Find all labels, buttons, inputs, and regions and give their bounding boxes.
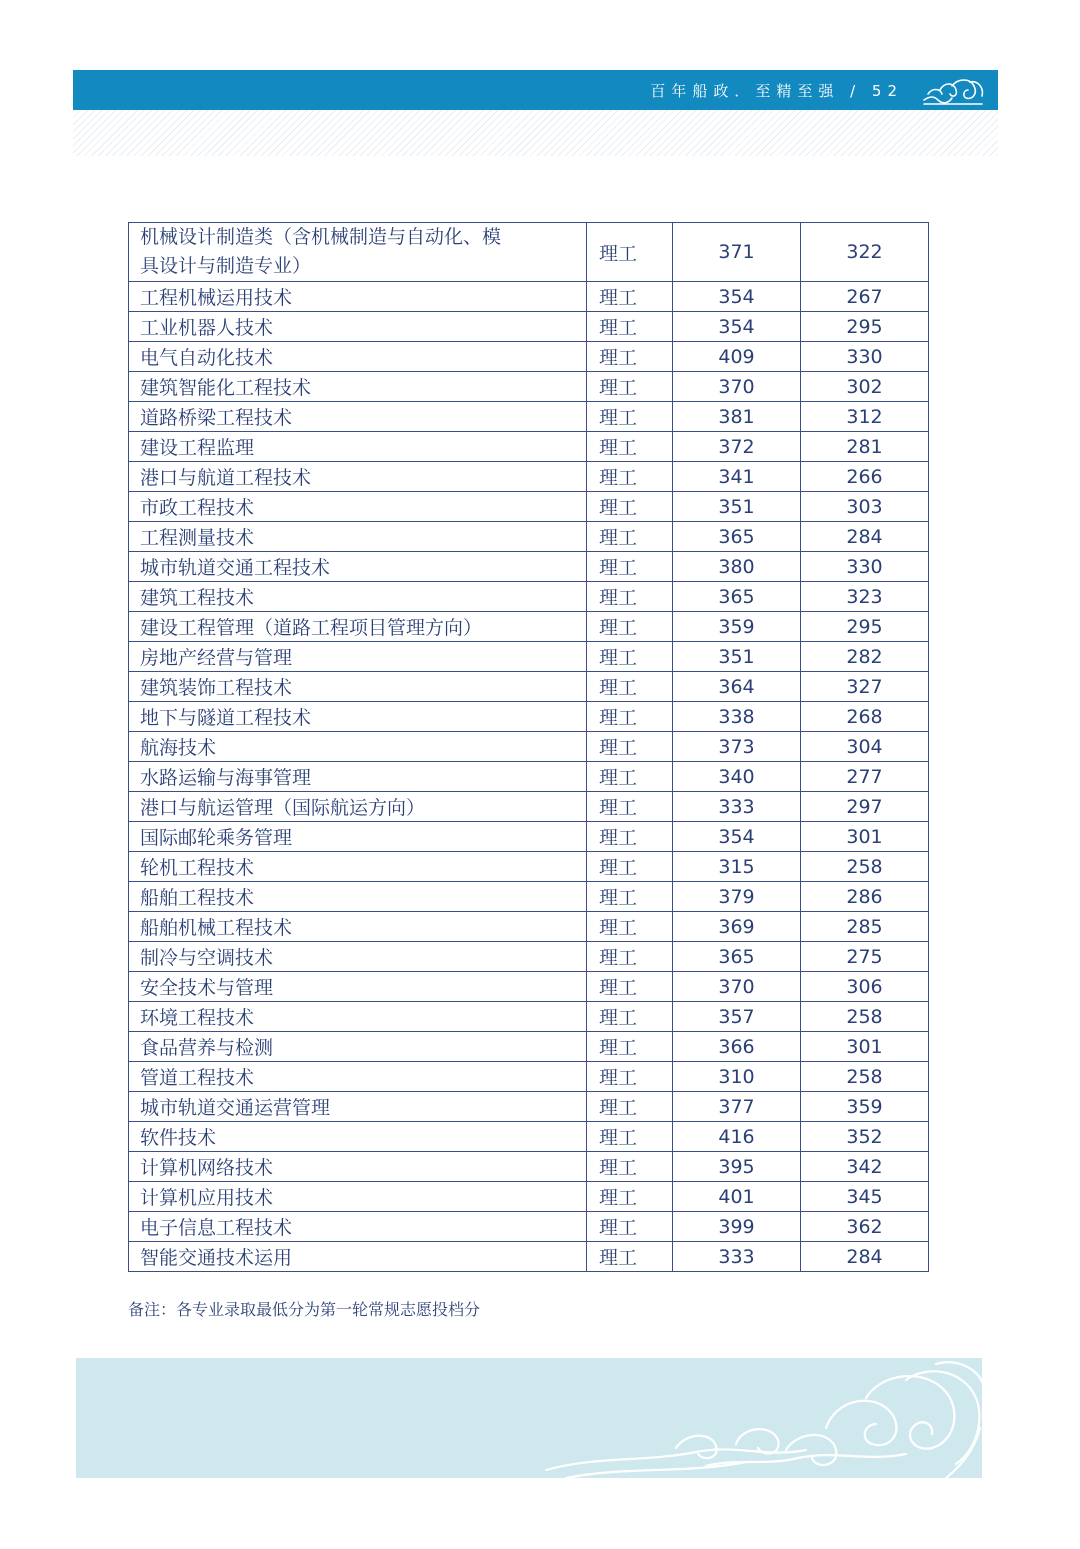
score-b-cell: 284 (801, 1242, 929, 1272)
score-b-cell: 330 (801, 552, 929, 582)
category-cell: 理工 (587, 672, 673, 702)
table-row (129, 492, 929, 522)
major-cell: 水路运输与海事管理 (129, 762, 587, 792)
score-b-cell: 303 (801, 492, 929, 522)
score-b-cell: 301 (801, 1032, 929, 1062)
score-a-cell: 371 (673, 223, 801, 282)
score-b-cell: 295 (801, 312, 929, 342)
score-a-cell: 364 (673, 672, 801, 702)
table-row (129, 792, 929, 822)
category-cell: 理工 (587, 762, 673, 792)
table-row (129, 1002, 929, 1032)
major-cell: 道路桥梁工程技术 (129, 402, 587, 432)
wave-icon (922, 76, 984, 106)
table-row (129, 702, 929, 732)
table-row (129, 1032, 929, 1062)
major-cell: 工程测量技术 (129, 522, 587, 552)
score-b-cell: 312 (801, 402, 929, 432)
category-cell: 理工 (587, 282, 673, 312)
score-a-cell: 379 (673, 882, 801, 912)
score-b-cell: 304 (801, 732, 929, 762)
major-cell: 工程机械运用技术 (129, 282, 587, 312)
major-cell: 管道工程技术 (129, 1062, 587, 1092)
score-b-cell: 277 (801, 762, 929, 792)
category-cell: 理工 (587, 1242, 673, 1272)
category-cell: 理工 (587, 462, 673, 492)
major-cell: 航海技术 (129, 732, 587, 762)
score-a-cell: 310 (673, 1062, 801, 1092)
major-cell: 建设工程管理（道路工程项目管理方向） (129, 612, 587, 642)
category-cell: 理工 (587, 882, 673, 912)
header-bar (73, 70, 998, 110)
category-cell: 理工 (587, 1002, 673, 1032)
score-a-cell: 377 (673, 1092, 801, 1122)
score-a-cell: 381 (673, 402, 801, 432)
score-b-cell: 297 (801, 792, 929, 822)
table-row (129, 822, 929, 852)
major-cell: 轮机工程技术 (129, 852, 587, 882)
category-cell: 理工 (587, 582, 673, 612)
table-row (129, 732, 929, 762)
score-a-cell: 354 (673, 312, 801, 342)
table-row (129, 462, 929, 492)
table-row (129, 1062, 929, 1092)
table-row (129, 762, 929, 792)
major-cell: 建筑工程技术 (129, 582, 587, 612)
score-a-cell: 369 (673, 912, 801, 942)
score-b-cell: 302 (801, 372, 929, 402)
major-cell: 软件技术 (129, 1122, 587, 1152)
category-cell: 理工 (587, 223, 673, 282)
major-cell: 船舶工程技术 (129, 882, 587, 912)
table-row (129, 882, 929, 912)
major-cell: 建筑智能化工程技术 (129, 372, 587, 402)
category-cell: 理工 (587, 522, 673, 552)
score-a-cell: 351 (673, 642, 801, 672)
score-b-cell: 282 (801, 642, 929, 672)
table-row (129, 582, 929, 612)
major-cell: 船舶机械工程技术 (129, 912, 587, 942)
score-b-cell: 275 (801, 942, 929, 972)
admission-score-table (128, 222, 929, 1272)
score-a-cell: 354 (673, 822, 801, 852)
score-a-cell: 395 (673, 1152, 801, 1182)
table-row (129, 1242, 929, 1272)
table-row (129, 612, 929, 642)
score-b-cell: 352 (801, 1122, 929, 1152)
major-cell: 港口与航运管理（国际航运方向） (129, 792, 587, 822)
category-cell: 理工 (587, 972, 673, 1002)
category-cell: 理工 (587, 852, 673, 882)
category-cell: 理工 (587, 732, 673, 762)
major-cell: 计算机应用技术 (129, 1182, 587, 1212)
score-b-cell: 258 (801, 1062, 929, 1092)
category-cell: 理工 (587, 1062, 673, 1092)
wave-decoration (536, 1358, 982, 1478)
score-b-cell: 286 (801, 882, 929, 912)
header-title: 百年船政．至精至强 / 52 (650, 82, 903, 100)
table-row (129, 552, 929, 582)
category-cell: 理工 (587, 1092, 673, 1122)
score-a-cell: 359 (673, 612, 801, 642)
score-a-cell: 357 (673, 1002, 801, 1032)
major-cell: 房地产经营与管理 (129, 642, 587, 672)
category-cell: 理工 (587, 312, 673, 342)
score-b-cell: 285 (801, 912, 929, 942)
score-a-cell: 315 (673, 852, 801, 882)
category-cell: 理工 (587, 1212, 673, 1242)
table-row (129, 852, 929, 882)
category-cell: 理工 (587, 372, 673, 402)
table-row (129, 1182, 929, 1212)
category-cell: 理工 (587, 1032, 673, 1062)
major-cell: 市政工程技术 (129, 492, 587, 522)
header-hatch-band (73, 110, 998, 156)
score-a-cell: 416 (673, 1122, 801, 1152)
score-b-cell: 362 (801, 1212, 929, 1242)
table-note: 备注：各专业录取最低分为第一轮常规志愿投档分 (128, 1300, 481, 1319)
table-row (129, 223, 929, 282)
category-cell: 理工 (587, 432, 673, 462)
major-cell: 安全技术与管理 (129, 972, 587, 1002)
score-a-cell: 370 (673, 372, 801, 402)
category-cell: 理工 (587, 702, 673, 732)
table-row (129, 402, 929, 432)
score-b-cell: 267 (801, 282, 929, 312)
score-b-cell: 323 (801, 582, 929, 612)
table-row (129, 522, 929, 552)
table-row (129, 942, 929, 972)
footer-band (76, 1358, 982, 1478)
table-row (129, 312, 929, 342)
category-cell: 理工 (587, 792, 673, 822)
table-row (129, 1152, 929, 1182)
score-a-cell: 373 (673, 732, 801, 762)
table-row (129, 642, 929, 672)
table-row (129, 912, 929, 942)
table-row (129, 1212, 929, 1242)
score-b-cell: 258 (801, 852, 929, 882)
score-b-cell: 301 (801, 822, 929, 852)
category-cell: 理工 (587, 1182, 673, 1212)
score-b-cell: 306 (801, 972, 929, 1002)
major-cell: 计算机网络技术 (129, 1152, 587, 1182)
table-body (129, 223, 929, 1272)
major-cell: 食品营养与检测 (129, 1032, 587, 1062)
score-b-cell: 342 (801, 1152, 929, 1182)
major-cell: 智能交通技术运用 (129, 1242, 587, 1272)
score-a-cell: 341 (673, 462, 801, 492)
score-b-cell: 327 (801, 672, 929, 702)
score-b-cell: 345 (801, 1182, 929, 1212)
category-cell: 理工 (587, 612, 673, 642)
score-a-cell: 370 (673, 972, 801, 1002)
score-b-cell: 359 (801, 1092, 929, 1122)
table-row (129, 432, 929, 462)
score-a-cell: 401 (673, 1182, 801, 1212)
major-cell: 建设工程监理 (129, 432, 587, 462)
score-a-cell: 409 (673, 342, 801, 372)
category-cell: 理工 (587, 942, 673, 972)
score-a-cell: 399 (673, 1212, 801, 1242)
table-row (129, 372, 929, 402)
table-row (129, 972, 929, 1002)
category-cell: 理工 (587, 492, 673, 522)
major-cell: 港口与航道工程技术 (129, 462, 587, 492)
table-row (129, 1092, 929, 1122)
score-b-cell: 284 (801, 522, 929, 552)
major-cell: 地下与隧道工程技术 (129, 702, 587, 732)
table-row (129, 282, 929, 312)
score-a-cell: 380 (673, 552, 801, 582)
score-a-cell: 333 (673, 792, 801, 822)
major-cell: 机械设计制造类（含机械制造与自动化、模 具设计与制造专业） (129, 223, 587, 282)
score-a-cell: 372 (673, 432, 801, 462)
category-cell: 理工 (587, 402, 673, 432)
major-cell: 环境工程技术 (129, 1002, 587, 1032)
score-a-cell: 365 (673, 942, 801, 972)
category-cell: 理工 (587, 342, 673, 372)
score-a-cell: 338 (673, 702, 801, 732)
table-row (129, 1122, 929, 1152)
major-cell: 城市轨道交通运营管理 (129, 1092, 587, 1122)
score-a-cell: 365 (673, 522, 801, 552)
score-b-cell: 268 (801, 702, 929, 732)
major-cell: 工业机器人技术 (129, 312, 587, 342)
table-row (129, 672, 929, 702)
major-cell: 电气自动化技术 (129, 342, 587, 372)
score-a-cell: 365 (673, 582, 801, 612)
major-cell: 城市轨道交通工程技术 (129, 552, 587, 582)
major-cell: 制冷与空调技术 (129, 942, 587, 972)
score-a-cell: 333 (673, 1242, 801, 1272)
score-b-cell: 258 (801, 1002, 929, 1032)
score-b-cell: 266 (801, 462, 929, 492)
category-cell: 理工 (587, 822, 673, 852)
major-cell: 国际邮轮乘务管理 (129, 822, 587, 852)
category-cell: 理工 (587, 1122, 673, 1152)
score-b-cell: 295 (801, 612, 929, 642)
major-cell: 建筑装饰工程技术 (129, 672, 587, 702)
score-a-cell: 351 (673, 492, 801, 522)
category-cell: 理工 (587, 912, 673, 942)
score-b-cell: 281 (801, 432, 929, 462)
major-cell: 电子信息工程技术 (129, 1212, 587, 1242)
score-a-cell: 366 (673, 1032, 801, 1062)
score-a-cell: 340 (673, 762, 801, 792)
category-cell: 理工 (587, 1152, 673, 1182)
score-b-cell: 322 (801, 223, 929, 282)
score-b-cell: 330 (801, 342, 929, 372)
table-row (129, 342, 929, 372)
category-cell: 理工 (587, 552, 673, 582)
score-a-cell: 354 (673, 282, 801, 312)
category-cell: 理工 (587, 642, 673, 672)
